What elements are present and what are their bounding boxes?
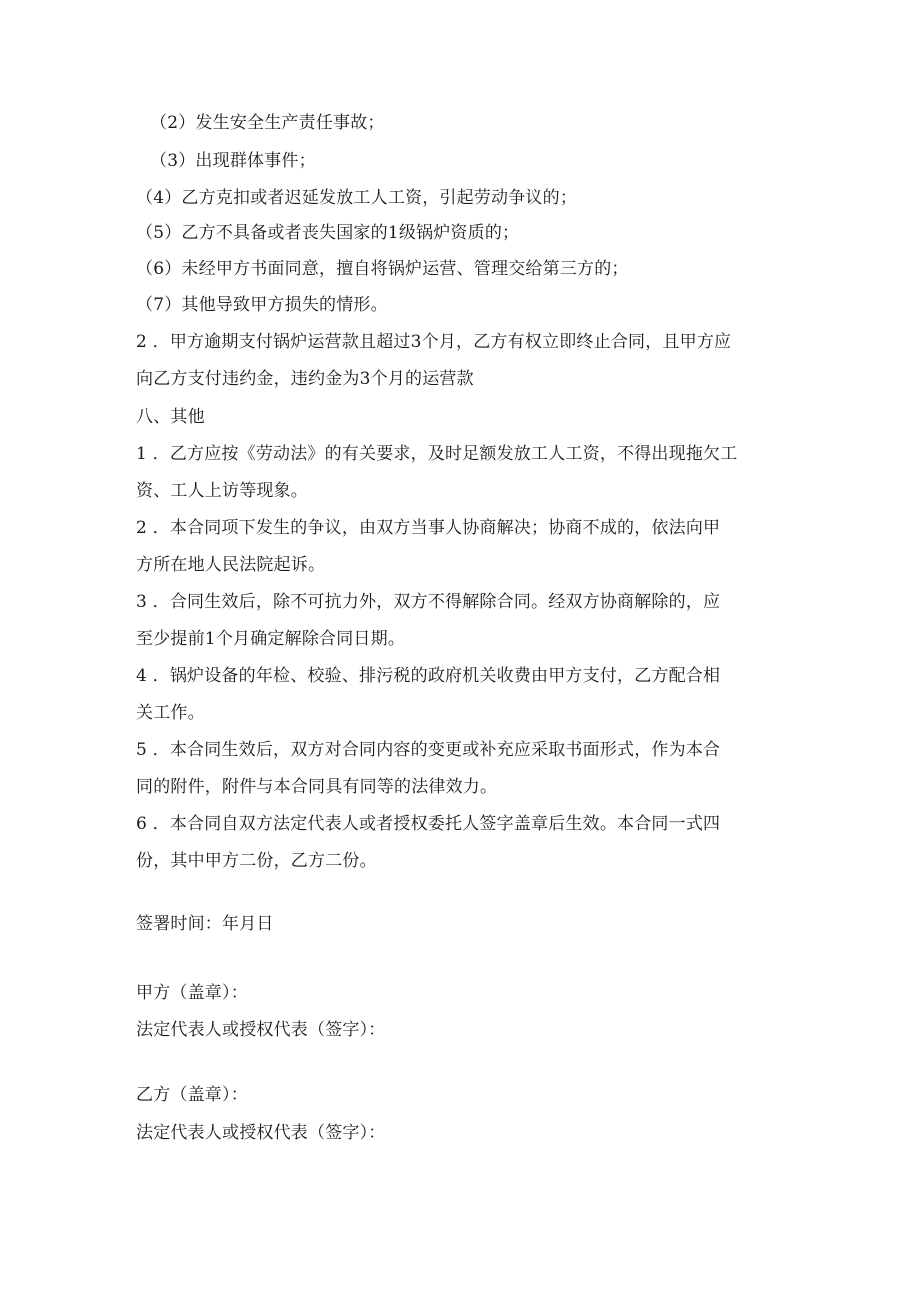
clause-line: 5 ．本合同生效后，双方对合同内容的变更或补充应采取书面形式，作为本合 <box>136 740 721 760</box>
list-item: （5）乙方不具备或者丧失国家的1级锅炉资质的； <box>136 223 520 243</box>
list-item: （4）乙方克扣或者迟延发放工人工资，引起劳动争议的； <box>136 188 578 208</box>
clause-line: 2 ．甲方逾期支付锅炉运营款且超过3个月，乙方有权立即终止合同，且甲方应 <box>136 332 732 352</box>
clause-line: 2 ．本合同项下发生的争议，由双方当事人协商解决；协商不成的，依法向甲 <box>136 518 721 538</box>
clause-line: 至少提前1个月确定解除合同日期。 <box>136 629 406 649</box>
list-item: （6）未经甲方书面同意，擅自将锅炉运营、管理交给第三方的； <box>136 259 629 279</box>
clause-line: 6 ．本合同自双方法定代表人或者授权委托人签字盖章后生效。本合同一式四 <box>136 814 721 834</box>
clause-line: 1 ．乙方应按《劳动法》的有关要求，及时足额发放工人工资，不得出现拖欠工 <box>136 444 738 464</box>
list-item: （2）发生安全生产责任事故； <box>150 113 385 133</box>
clause-line: 方所在地人民法院起诉。 <box>136 555 326 575</box>
section-heading: 八、其他 <box>136 407 205 427</box>
clause-line: 份，其中甲方二份，乙方二份。 <box>136 851 377 871</box>
party-b-seal-label: 乙方（盖章）： <box>136 1085 248 1105</box>
signing-date-label: 签署时间：年月日 <box>136 914 274 934</box>
party-b-representative-label: 法定代表人或授权代表（签字）： <box>136 1123 386 1143</box>
clause-line: 关工作。 <box>136 703 205 723</box>
clause-line: 3 ．合同生效后，除不可抗力外，双方不得解除合同。经双方协商解除的，应 <box>136 592 721 612</box>
clause-line: 资、工人上访等现象。 <box>136 481 308 501</box>
clause-line: 同的附件，附件与本合同具有同等的法律效力。 <box>136 777 498 797</box>
clause-line: 4 ．锅炉设备的年检、校验、排污税的政府机关收费由甲方支付，乙方配合相 <box>136 666 721 686</box>
party-a-seal-label: 甲方（盖章）： <box>136 983 248 1003</box>
list-item: （3）出现群体事件； <box>150 151 316 171</box>
party-a-representative-label: 法定代表人或授权代表（签字）： <box>136 1020 386 1040</box>
clause-line: 向乙方支付违约金，违约金为3个月的运营款 <box>136 369 474 389</box>
list-item: （7）其他导致甲方损失的情形。 <box>136 295 388 315</box>
